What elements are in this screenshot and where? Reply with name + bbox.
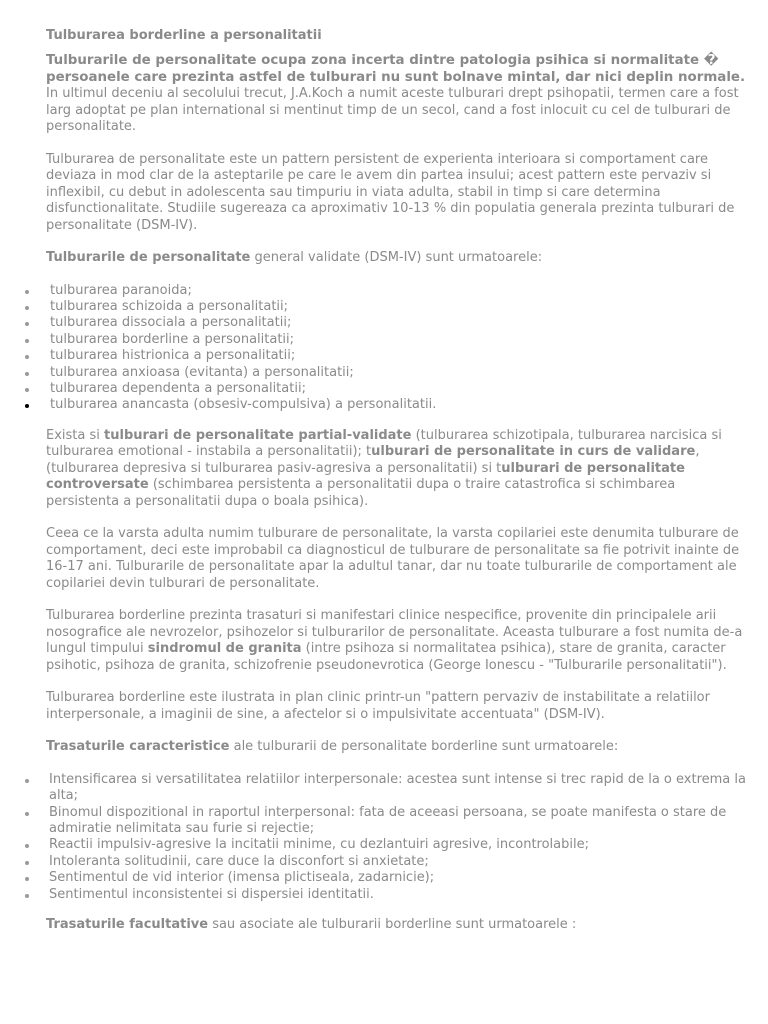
list-item: Reactii impulsiv-agresive la incitatii minime, cu dezlantuiri agresive, incontrolabile; <box>46 837 746 853</box>
heading-rest: sau asociate ale tulburarii borderline sunt urmatoarele : <box>208 917 577 932</box>
heading-rest: general validate (DSM-IV) sunt urmatoarele: <box>250 250 543 265</box>
bold-run: ulburari de personalitate controversate <box>46 460 685 493</box>
optional-traits-heading <box>46 917 746 934</box>
text-run: Exista si <box>46 427 105 443</box>
list-item: tulburarea borderline a personalitatii; <box>46 332 746 348</box>
list-item: tulburarea dissociala a personalitatii; <box>46 315 746 331</box>
list-item: Binomul dispozitional in raportul interpersonal: fata de aceeasi persoana, se poate manifesta o stare de admiratie nelimitata sau furie si rejectie; <box>46 805 746 838</box>
text-run: (tulburarea schizotipala, tulburarea narcisica si tulburarea emotional - instabila a personalitatii); t <box>46 427 722 460</box>
validated-disorders-list <box>0 283 746 414</box>
definition-paragraph: Tulburarea de personalitate este un pattern persistent de experienta interioara si comportament care deviaza in mod clar de la asteptarile pe care le avem din partea insului; acest pattern este pervaziv si inflexibil, cu debut in adolescenta sau timpuriu in viata adulta, stabil in timp si care determina disfunctionalitate. Studiile sugereaza ca aproximativ 10-13 % din populatia generala prezinta tulburari de personalitate (DSM-IV). <box>46 151 735 233</box>
list-item: Intensificarea si versatilitatea relatiilor interpersonale: acestea sunt intense si trec rapid de la o extrema la alta; <box>46 772 746 805</box>
childhood-paragraph: Ceea ce la varsta adulta numim tulburare de personalitate, la varsta copilariei este denumita tulburare de comportament, deci este improbabil ca diagnosticul de tulburare de personalitate sa fie potrivit inainte de 16-17 ani. Tulburarile de personalitate apar la adultul tanar, dar nu toate tulburarile de comportament ale copilariei devin tulburari de personalitate. <box>46 526 740 591</box>
list-item: tulburarea histrionica a personalitatii; <box>46 348 746 364</box>
bold-run: ulburari de personalitate in curs de validare <box>371 444 696 460</box>
validated-disorders-heading <box>46 250 746 267</box>
heading-rest: ale tulburarii de personalitate borderline sunt urmatoarele: <box>229 739 619 755</box>
list-item: Sentimentul de vid interior (imensa plictiseala, zadarnicie); <box>46 870 746 886</box>
intro-history-paragraph: In ultimul deceniu al secolului trecut, J.A.Koch a numit aceste tulburari drept psihopatii, termen care a fost larg adoptat pe plan international si mentinut timp de un secol, cand a fost inlocuit cu cel de tulburari de personalitate. <box>46 86 739 134</box>
heading-bold: Trasaturile caracteristice <box>46 739 230 755</box>
list-item: tulburarea anancasta (obsesiv-compulsiva) a personalitatii. <box>46 397 746 413</box>
borderline-paragraph <box>46 608 746 674</box>
document-title: Tulburarea borderline a personalitatii <box>46 28 322 43</box>
partial-validated-paragraph <box>46 428 746 511</box>
clinical-paragraph: Tulburarea borderline este ilustrata in plan clinic printr-un "pattern pervaziv de instabilitate a relatiilor interpersonale, a imaginii de sine, a afectelor si o impulsivitate accentuata" (DSM-IV). <box>46 690 710 722</box>
list-item: tulburarea anxioasa (evitanta) a personalitatii; <box>46 365 746 381</box>
heading-bold: Trasaturile facultative <box>46 917 209 932</box>
traits-heading <box>46 739 746 756</box>
traits-list <box>0 772 746 903</box>
text-run: (intre psihoza si normalitatea psihica), stare de granita, caracter psihotic, psihoza de granita, schizofrenie pseudonevrotica (George Ionescu - "Tulburarile personalitatii"). <box>46 641 727 673</box>
list-item: Sentimentul inconsistentei si dispersiei identitatii. <box>46 887 746 903</box>
document-body <box>46 28 746 950</box>
list-item: tulburarea paranoida; <box>46 283 746 299</box>
intro-bold-statement: Tulburarile de personalitate ocupa zona incerta dintre patologia psihica si normalitate � persoanele care prezinta astfel de tulburari nu sunt bolnave mintal, dar nici deplin normale. <box>46 53 746 85</box>
list-item: tulburarea schizoida a personalitatii; <box>46 299 746 315</box>
heading-bold: Tulburarile de personalitate <box>46 250 251 265</box>
text-run: Tulburarea borderline prezinta trasaturi si manifestari clinice nespecifice, provenite din principalele arii nosografice ale nevrozelor, psihozelor si tulburarilor de personalitate. Aceasta tulburare a fost numita de-a lungul timpului <box>46 608 743 657</box>
text-run: (schimbarea persistenta a personalitatii dupa o traire catastrofica si schimbarea persistenta a personalitatii dupa o boala psihica). <box>46 477 676 509</box>
list-item: Intoleranta solitudinii, care duce la disconfort si anxietate; <box>46 854 746 870</box>
bold-run: tulburari de personalitate partial-validate <box>104 427 412 443</box>
bold-run: sindromul de granita <box>147 641 302 657</box>
text-run: , (tulburarea depresiva si tulburarea pasiv-agresiva a personalitatii) si t <box>46 444 700 476</box>
list-item: tulburarea dependenta a personalitatii; <box>46 381 746 397</box>
